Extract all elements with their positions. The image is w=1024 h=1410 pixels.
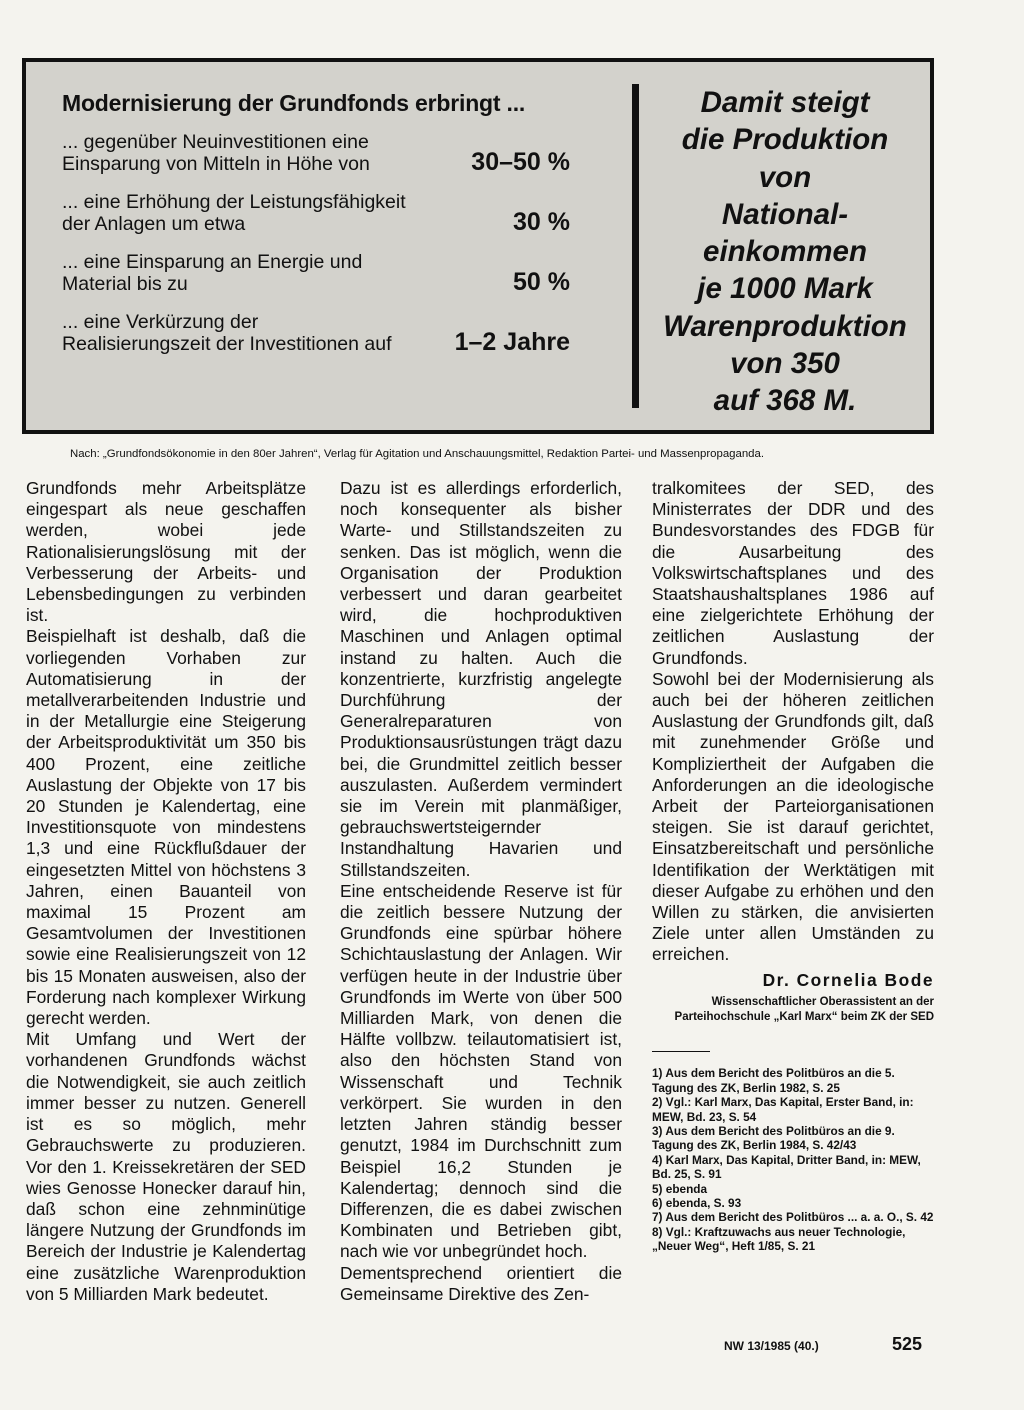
- box-item: [62, 311, 622, 355]
- box-item: [62, 191, 622, 235]
- paragraph: Grundfonds mehr Arbeitsplätze eingespart als neue geschaffen werden, wobei jede Rationalisierungslösung mit der Verbesserung der Arbeits- und Lebensbedingungen zu verbinden ist.: [26, 478, 306, 626]
- statement-line: Warenproduktion: [663, 309, 907, 343]
- footnote: 2) Vgl.: Karl Marx, Das Kapital, Erster Band, in: MEW, Bd. 23, S. 54: [652, 1095, 914, 1124]
- statement-line: von 350: [730, 347, 840, 381]
- box-heading: Modernisierung der Grundfonds erbringt ...: [62, 90, 526, 116]
- statement-line: die Produktion: [681, 123, 889, 157]
- statement-line: von: [758, 160, 812, 194]
- statement-line: auf 368 M.: [713, 384, 857, 418]
- statement-line: je 1000 Mark: [697, 272, 873, 306]
- box-divider: [632, 84, 639, 408]
- statement-line: National-: [721, 197, 849, 231]
- issue-info: NW 13/1985 (40.): [724, 1339, 819, 1353]
- paragraph: Dazu ist es allerdings erforderlich, noch konsequenter als bisher Warte- und Stillstandszeiten zu senken. Das ist möglich, wenn die Organisation der Produktion verbessert und daran gearbeitet wird, die hochproduktiven Maschinen und Anlagen optimal instand zu halten. Auch die konzentrierte, kurzfristig angelegte Durchführung der Generalreparaturen von Produktionsausrüstungen trägt dazu bei, die Grundmittel zeitlich besser auszulasten. Außerdem vermindert sie im Verein mit planmäßiger, gebrauchswertsteigernder Instandhaltung Havarien und Stillstandszeiten.: [340, 478, 622, 880]
- statement-line: einkommen: [703, 235, 867, 269]
- text-column-2: [340, 478, 622, 1305]
- author-name: Dr. Cornelia Bode: [762, 969, 934, 990]
- footnote: 7) Aus dem Bericht des Politbüros ... a. a. O., S. 42: [652, 1210, 934, 1225]
- footnote-rule: [652, 1051, 710, 1053]
- statement-line: Damit steigt: [700, 86, 870, 119]
- paragraph: Mit Umfang und Wert der vorhandenen Grundfonds wächst die Notwendigkeit, sie auch zeitlich immer besser zu nutzen. Generell ist es so möglich, mehr Gebrauchswerte zu produzieren. Vor den 1. Kreissekretären der SED wies Genosse Honecker darauf hin, daß schon eine zehnminütige längere Nutzung der Grundfonds im Bereich der Industrie je Kalendertag eine zusätzliche Warenproduktion von 5 Milliarden Mark bedeutet.: [26, 1029, 306, 1304]
- box-left-panel: [62, 90, 622, 371]
- highlight-box: [22, 58, 934, 434]
- text-column-1: [26, 478, 306, 1305]
- box-item-value: 1–2 Jahre: [454, 328, 570, 356]
- box-item: [62, 251, 622, 295]
- paragraph: tralkomitees der SED, des Ministerrates der DDR und des Bundesvorstandes des FDGB für die Ausarbeitung des Volkswirtschaftsplanes und des Staatshaushaltsplanes 1986 auf eine zielgerichtete Erhöhung der zeitlichen Auslastung der Grundfonds.: [652, 478, 934, 668]
- box-statement: [650, 84, 920, 420]
- box-item-value: 30–50 %: [471, 148, 570, 176]
- box-item-text: ... eine Verkürzung der Realisierungszeit der Investitionen auf: [62, 311, 392, 355]
- paragraph: Dementsprechend orientiert die Gemeinsame Direktive des Zen-: [340, 1262, 622, 1304]
- footnote: 8) Vgl.: Kraftzuwachs aus neuer Technologie, „Neuer Weg“, Heft 1/85, S. 21: [652, 1224, 906, 1254]
- paragraph: Beispielhaft ist deshalb, daß die vorliegenden Vorhaben zur Automatisierung in der metallverarbeitenden Industrie und in der Metallurgie eine Steigerung der Arbeitsproduktivität um 350 bis 400 Prozent, eine zeitliche Auslastung der Objekte von 17 bis 20 Stunden je Kalendertag, eine Investitionsquote von mindestens 1,3 und eine Rückflußdauer der eingesetzten Mittel von höchstens 3 Jahren, einen Bauanteil von maximal 15 Prozent am Gesamtvolumen der Investitionen sowie eine Realisierungszeit von 12 bis 15 Monaten ausweisen, also der Forderung nach komplexer Wirkung gerecht werden.: [26, 626, 306, 1029]
- footnotes: [652, 1066, 934, 1253]
- box-item-value: 50 %: [513, 268, 570, 296]
- source-caption: Nach: „Grundfondsökonomie in den 80er Jahren“, Verlag für Agitation und Anschauungsmittel, Redaktion Partei- und Massenpropaganda.: [70, 448, 764, 460]
- box-item-value: 30 %: [513, 208, 570, 236]
- footnote: 1) Aus dem Bericht des Politbüros an die 5. Tagung des ZK, Berlin 1982, S. 25: [652, 1066, 895, 1095]
- paragraph: Eine entscheidende Reserve ist für die zeitlich bessere Nutzung der Grundfonds eine spürbar höhere Schichtauslastung der Anlagen. Wir verfügen heute in der Industrie über Grundfonds im Werte von über 500 Milliarden Mark, von denen die Hälfte vollbzw. teilautomatisiert ist, also den höchsten Stand von Wissenschaft und Technik verkörpert. Sie wurden in den letzten Jahren ständig besser genutzt, 1984 im Durchschnitt zum Beispiel 16,2 Stunden je Kalendertag; dennoch sind die Differenzen, die es dabei zwischen Kombinaten und Betrieben gibt, nach wie vor unbegründet hoch.: [340, 880, 622, 1262]
- footnote: 4) Karl Marx, Das Kapital, Dritter Band, in: MEW, Bd. 25, S. 91: [652, 1152, 921, 1182]
- footnote: 6) ebenda, S. 93: [652, 1196, 742, 1211]
- paragraph: Sowohl bei der Modernisierung als auch bei der höheren zeitlichen Auslastung der Grundfonds gilt, daß mit zunehmender Größe und Kompliziertheit der Aufgaben die Anforderungen an die ideologische Arbeit der Parteiorganisationen steigen. Sie ist darauf gerichtet, Einsatzbereitschaft und persönliche Identifikation der Werktätigen mit dieser Aufgabe zu erhöhen und den Willen zu stärken, die anvisierten Ziele unter allen Umständen zu erreichen.: [652, 668, 934, 965]
- page-number: 525: [892, 1334, 923, 1354]
- author-title: Wissenschaftlicher Oberassistent an der Parteihochschule „Karl Marx“ beim ZK der SED: [674, 995, 934, 1023]
- text-column-3: [652, 478, 934, 1254]
- box-item: [62, 131, 622, 175]
- box-item-text: ... eine Erhöhung der Leistungsfähigkeit der Anlagen um etwa: [62, 191, 406, 235]
- box-item-text: ... gegenüber Neuinvestitionen eine Einsparung von Mitteln in Höhe von: [62, 131, 370, 175]
- box-item-text: ... eine Einsparung an Energie und Material bis zu: [62, 251, 363, 295]
- footnote: 3) Aus dem Bericht des Politbüros an die 9. Tagung des ZK, Berlin 1984, S. 42/43: [652, 1124, 895, 1153]
- footnote: 5) ebenda: [652, 1181, 708, 1196]
